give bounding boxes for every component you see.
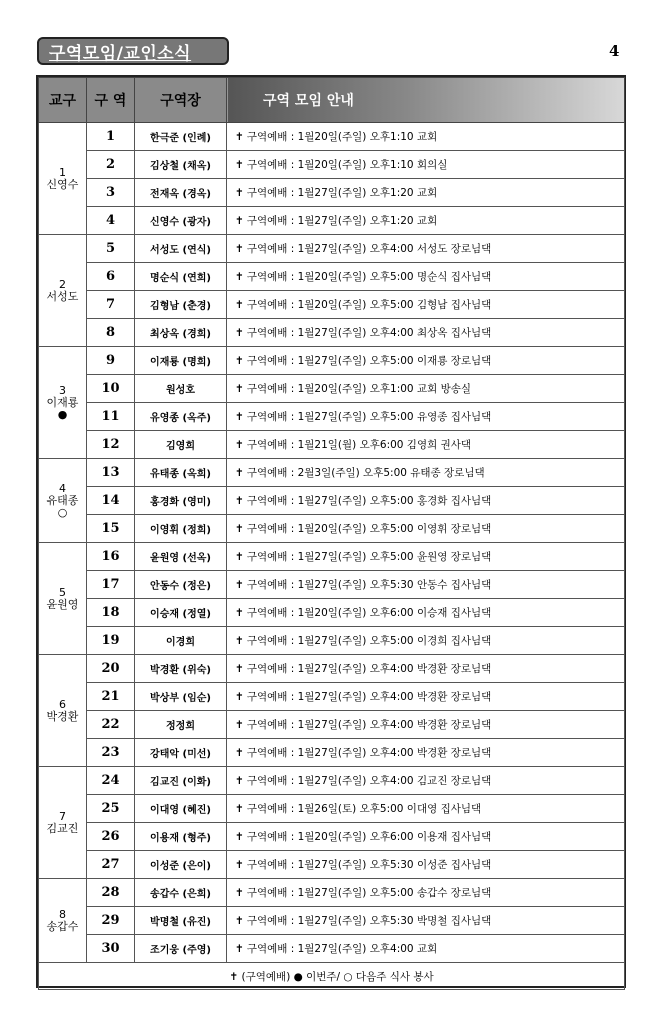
zone-leader: 유영종 (옥주) — [135, 403, 227, 431]
zone-number: 7 — [87, 291, 135, 319]
district-cell — [39, 767, 87, 879]
zone-leader: 이경희 — [135, 627, 227, 655]
cross-icon: ✝ — [235, 607, 244, 619]
meeting-info-cell — [227, 655, 625, 683]
meeting-info-cell — [227, 795, 625, 823]
cross-icon: ✝ — [235, 467, 244, 479]
meeting-info: 구역예배 : 1월21일(월) 오후6:00 김영희 권사댁 — [246, 439, 471, 451]
zone-number: 3 — [87, 179, 135, 207]
zone-number: 14 — [87, 487, 135, 515]
meeting-info: 구역예배 : 1월27일(주일) 오후5:30 박명철 집사님댁 — [246, 915, 492, 927]
meeting-info: 구역예배 : 1월27일(주일) 오후5:00 이경희 집사님댁 — [246, 635, 492, 647]
cross-icon: ✝ — [235, 243, 244, 255]
cross-icon: ✝ — [235, 131, 244, 143]
zone-leader: 명순식 (연희) — [135, 263, 227, 291]
zone-number: 23 — [87, 739, 135, 767]
zone-number: 17 — [87, 571, 135, 599]
zone-number: 27 — [87, 851, 135, 879]
meeting-info: 구역예배 : 1월27일(주일) 오후4:00 교회 — [246, 943, 438, 955]
cross-icon: ✝ — [235, 747, 244, 759]
meeting-info: 구역예배 : 1월27일(주일) 오후1:20 교회 — [246, 187, 438, 199]
meeting-info-cell — [227, 319, 625, 347]
zone-leader: 박상부 (임순) — [135, 683, 227, 711]
meeting-info: 구역예배 : 1월20일(주일) 오후5:00 김형남 집사님댁 — [246, 299, 492, 311]
cross-icon: ✝ — [235, 383, 244, 395]
meeting-info: 구역예배 : 1월27일(주일) 오후4:00 김교진 장로님댁 — [246, 775, 492, 787]
district-number: 5 — [59, 585, 66, 599]
meeting-info: 구역예배 : 1월27일(주일) 오후4:00 박경환 장로님댁 — [246, 747, 492, 759]
zone-leader: 이영휘 (정희) — [135, 515, 227, 543]
zone-number: 30 — [87, 935, 135, 963]
district-cell — [39, 655, 87, 767]
zone-number: 15 — [87, 515, 135, 543]
section-title-box — [37, 37, 229, 65]
table-header-row — [39, 78, 625, 123]
meeting-info: 구역예배 : 1월26일(토) 오후5:00 이대영 집사님댁 — [246, 803, 482, 815]
zone-leader: 유태종 (옥희) — [135, 459, 227, 487]
table-row — [39, 627, 625, 655]
table-row — [39, 711, 625, 739]
meeting-info-cell — [227, 263, 625, 291]
table-row — [39, 235, 625, 263]
table-row — [39, 823, 625, 851]
district-name: 윤원영 — [46, 597, 79, 611]
meeting-info-cell — [227, 599, 625, 627]
meeting-info-cell — [227, 571, 625, 599]
cross-icon: ✝ — [235, 719, 244, 731]
zone-number: 4 — [87, 207, 135, 235]
meeting-info-cell — [227, 487, 625, 515]
header-leader: 구역장 — [135, 78, 227, 123]
cross-icon: ✝ — [235, 887, 244, 899]
zone-leader: 김영희 — [135, 431, 227, 459]
meeting-info-cell — [227, 123, 625, 151]
meeting-info: 구역예배 : 1월27일(주일) 오후4:00 박경환 장로님댁 — [246, 663, 492, 675]
zone-number: 20 — [87, 655, 135, 683]
district-number: 3 — [59, 383, 66, 397]
meeting-info-cell — [227, 823, 625, 851]
meeting-info-cell — [227, 403, 625, 431]
meeting-info-cell — [227, 879, 625, 907]
table-row — [39, 543, 625, 571]
zone-leader: 김형남 (춘경) — [135, 291, 227, 319]
meeting-info: 구역예배 : 1월27일(주일) 오후4:00 박경환 장로님댁 — [246, 691, 492, 703]
zone-number: 13 — [87, 459, 135, 487]
zone-number: 29 — [87, 907, 135, 935]
cross-icon: ✝ — [235, 411, 244, 423]
district-name: 김교진 — [46, 821, 79, 835]
meeting-info: 구역예배 : 1월27일(주일) 오후1:20 교회 — [246, 215, 438, 227]
district-name: 유태종 — [46, 493, 79, 507]
table-row — [39, 319, 625, 347]
table-row — [39, 879, 625, 907]
cross-icon: ✝ — [235, 635, 244, 647]
zone-number: 26 — [87, 823, 135, 851]
zone-leader: 송갑수 (은희) — [135, 879, 227, 907]
table-body — [39, 123, 625, 963]
district-name: 서성도 — [46, 289, 79, 303]
zone-number: 1 — [87, 123, 135, 151]
district-name: 박경환 — [46, 709, 79, 723]
meal-service-marker: ● — [57, 407, 68, 421]
zone-leader: 이재룡 (명희) — [135, 347, 227, 375]
zone-leader: 박명철 (유진) — [135, 907, 227, 935]
legend-text: ✝ (구역예배) ● 이번주/ ○ 다음주 식사 봉사 — [39, 963, 625, 990]
table-row — [39, 403, 625, 431]
cross-icon: ✝ — [235, 943, 244, 955]
zone-number: 12 — [87, 431, 135, 459]
meeting-info-cell — [227, 179, 625, 207]
meeting-info: 구역예배 : 1월27일(주일) 오후4:00 서성도 장로님댁 — [246, 243, 492, 255]
meeting-info: 구역예배 : 1월27일(주일) 오후5:00 이재룡 장로님댁 — [246, 355, 492, 367]
meeting-info: 구역예배 : 1월20일(주일) 오후6:00 이승재 집사님댁 — [246, 607, 492, 619]
cross-icon: ✝ — [235, 915, 244, 927]
cross-icon: ✝ — [235, 327, 244, 339]
zone-leader: 윤원영 (선옥) — [135, 543, 227, 571]
table-row — [39, 767, 625, 795]
meeting-info-cell — [227, 627, 625, 655]
zone-leader: 김상철 (채옥) — [135, 151, 227, 179]
zone-leader: 김교진 (이화) — [135, 767, 227, 795]
zone-leader: 안동수 (정은) — [135, 571, 227, 599]
cross-icon: ✝ — [235, 523, 244, 535]
table-row — [39, 487, 625, 515]
meeting-info-cell — [227, 739, 625, 767]
zone-number: 22 — [87, 711, 135, 739]
table-row — [39, 683, 625, 711]
table-row — [39, 935, 625, 963]
header-district: 교구 — [39, 78, 87, 123]
section-title: 구역모임/교인소식 — [49, 43, 192, 64]
meeting-info: 구역예배 : 1월27일(주일) 오후5:30 이성준 집사님댁 — [246, 859, 492, 871]
district-number: 6 — [59, 697, 66, 711]
meeting-info: 구역예배 : 1월27일(주일) 오후5:00 송갑수 장로님댁 — [246, 887, 492, 899]
meeting-info-cell — [227, 851, 625, 879]
table-row — [39, 347, 625, 375]
district-cell — [39, 879, 87, 963]
table-row — [39, 207, 625, 235]
zone-leader: 전재옥 (경옥) — [135, 179, 227, 207]
table-row — [39, 655, 625, 683]
meeting-info: 구역예배 : 1월20일(주일) 오후1:10 회의실 — [246, 159, 448, 171]
district-cell — [39, 543, 87, 655]
zone-leader: 강태악 (미선) — [135, 739, 227, 767]
meeting-info-cell — [227, 711, 625, 739]
table-row — [39, 375, 625, 403]
zone-number: 25 — [87, 795, 135, 823]
meeting-info-cell — [227, 431, 625, 459]
district-name: 송갑수 — [46, 919, 79, 933]
meeting-info: 구역예배 : 1월27일(주일) 오후5:00 윤원영 장로님댁 — [246, 551, 492, 563]
table-row — [39, 599, 625, 627]
table-row — [39, 179, 625, 207]
meeting-info: 구역예배 : 1월27일(주일) 오후5:00 홍경화 집사님댁 — [246, 495, 492, 507]
zone-leader: 신영수 (광자) — [135, 207, 227, 235]
cross-icon: ✝ — [235, 663, 244, 675]
zone-leader: 이대영 (혜진) — [135, 795, 227, 823]
zone-leader: 홍경화 (영미) — [135, 487, 227, 515]
meeting-info: 구역예배 : 1월27일(주일) 오후4:00 최상옥 집사님댁 — [246, 327, 492, 339]
table-row — [39, 123, 625, 151]
zone-number: 8 — [87, 319, 135, 347]
zone-number: 21 — [87, 683, 135, 711]
meal-service-marker: ○ — [57, 505, 68, 519]
meeting-info: 구역예배 : 1월27일(주일) 오후4:00 박경환 장로님댁 — [246, 719, 492, 731]
district-cell — [39, 123, 87, 235]
zone-leader: 이용재 (형주) — [135, 823, 227, 851]
district-cell — [39, 347, 87, 459]
table-row — [39, 151, 625, 179]
cross-icon: ✝ — [235, 215, 244, 227]
cross-icon: ✝ — [235, 159, 244, 171]
zone-number: 28 — [87, 879, 135, 907]
cross-icon: ✝ — [235, 775, 244, 787]
page-number: 4 — [609, 42, 620, 60]
cross-icon: ✝ — [235, 355, 244, 367]
table-row — [39, 851, 625, 879]
meeting-info: 구역예배 : 1월20일(주일) 오후5:00 이영휘 장로님댁 — [246, 523, 492, 535]
table-row — [39, 795, 625, 823]
meeting-info-cell — [227, 291, 625, 319]
table-row — [39, 907, 625, 935]
meeting-info-cell — [227, 543, 625, 571]
meeting-info: 구역예배 : 1월20일(주일) 오후1:10 교회 — [246, 131, 438, 143]
zone-number: 6 — [87, 263, 135, 291]
cross-icon: ✝ — [235, 831, 244, 843]
zone-leader: 서성도 (연식) — [135, 235, 227, 263]
meeting-info-cell — [227, 907, 625, 935]
meeting-info-cell — [227, 375, 625, 403]
zone-leader: 조기웅 (주영) — [135, 935, 227, 963]
meeting-info-cell — [227, 935, 625, 963]
cross-icon: ✝ — [235, 439, 244, 451]
cross-icon: ✝ — [235, 691, 244, 703]
zone-number: 10 — [87, 375, 135, 403]
zone-number: 9 — [87, 347, 135, 375]
table-row — [39, 431, 625, 459]
meeting-info-cell — [227, 459, 625, 487]
district-cell — [39, 459, 87, 543]
table-row — [39, 571, 625, 599]
table-row — [39, 459, 625, 487]
zone-leader: 이성준 (은이) — [135, 851, 227, 879]
cross-icon: ✝ — [235, 859, 244, 871]
zone-number: 18 — [87, 599, 135, 627]
zone-meeting-table — [38, 77, 625, 990]
district-name: 신영수 — [46, 177, 79, 191]
meeting-info-cell — [227, 683, 625, 711]
zone-number: 5 — [87, 235, 135, 263]
zone-leader: 한극준 (인례) — [135, 123, 227, 151]
legend-row — [39, 963, 625, 990]
meeting-info-cell — [227, 767, 625, 795]
zone-leader: 이승재 (정열) — [135, 599, 227, 627]
zone-number: 19 — [87, 627, 135, 655]
meeting-info: 구역예배 : 1월27일(주일) 오후5:00 유영종 집사님댁 — [246, 411, 492, 423]
meeting-info-cell — [227, 515, 625, 543]
district-number: 4 — [59, 481, 66, 495]
table-row — [39, 739, 625, 767]
zone-leader: 박경환 (위숙) — [135, 655, 227, 683]
meeting-info-cell — [227, 235, 625, 263]
district-number: 8 — [59, 907, 66, 921]
table-row — [39, 515, 625, 543]
zone-number: 24 — [87, 767, 135, 795]
meeting-info-cell — [227, 151, 625, 179]
district-number: 7 — [59, 809, 66, 823]
meeting-info-cell — [227, 347, 625, 375]
cross-icon: ✝ — [235, 803, 244, 815]
zone-leader: 최상옥 (경희) — [135, 319, 227, 347]
zone-number: 16 — [87, 543, 135, 571]
cross-icon: ✝ — [235, 579, 244, 591]
zone-leader: 원성호 — [135, 375, 227, 403]
zone-number: 11 — [87, 403, 135, 431]
meeting-info: 구역예배 : 1월20일(주일) 오후5:00 명순식 집사님댁 — [246, 271, 492, 283]
meeting-info: 구역예배 : 1월27일(주일) 오후5:30 안동수 집사님댁 — [246, 579, 492, 591]
district-number: 1 — [59, 165, 66, 179]
table-row — [39, 263, 625, 291]
meeting-info: 구역예배 : 1월20일(주일) 오후6:00 이용재 집사님댁 — [246, 831, 492, 843]
meeting-info: 구역예배 : 2월3일(주일) 오후5:00 유태종 장로님댁 — [246, 467, 485, 479]
cross-icon: ✝ — [235, 299, 244, 311]
district-number: 2 — [59, 277, 66, 291]
district-name: 이재룡 — [46, 395, 79, 409]
district-cell — [39, 235, 87, 347]
zone-number: 2 — [87, 151, 135, 179]
meeting-info: 구역예배 : 1월20일(주일) 오후1:00 교회 방송실 — [246, 383, 471, 395]
cross-icon: ✝ — [235, 271, 244, 283]
zone-leader: 정정희 — [135, 711, 227, 739]
header-zone: 구 역 — [87, 78, 135, 123]
header-info: 구역 모임 안내 — [227, 78, 625, 123]
meeting-info-cell — [227, 207, 625, 235]
cross-icon: ✝ — [235, 551, 244, 563]
cross-icon: ✝ — [235, 495, 244, 507]
table-row — [39, 291, 625, 319]
cross-icon: ✝ — [235, 187, 244, 199]
